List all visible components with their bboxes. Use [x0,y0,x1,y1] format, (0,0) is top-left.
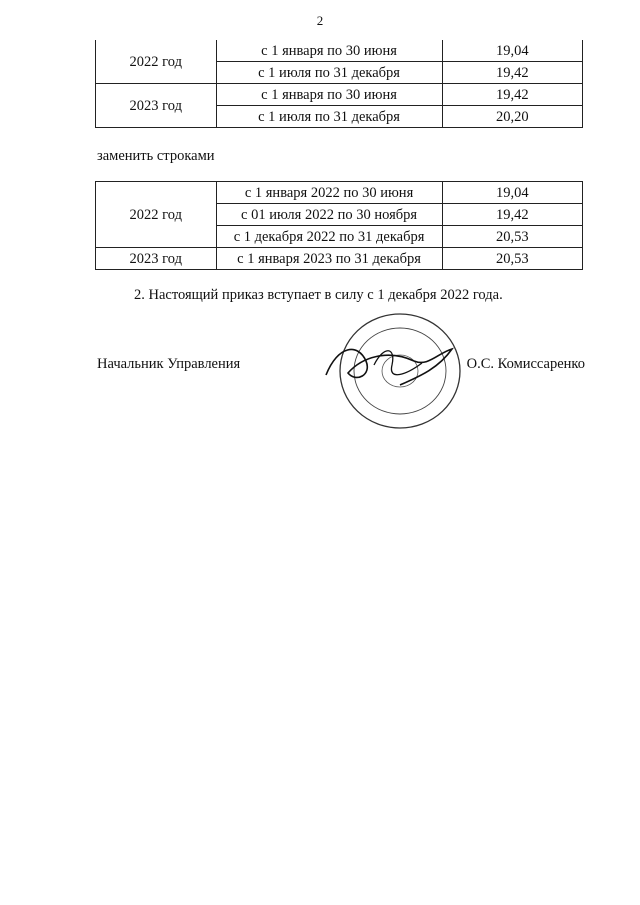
table-row [96,248,583,270]
period-cell: с 1 июля по 31 декабря [216,62,442,84]
period-cell: с 1 июля по 31 декабря [216,106,442,128]
value-cell: 19,04 [442,182,582,204]
year-cell: 2022 год [96,40,217,84]
period-cell: с 1 декабря 2022 по 31 декабря [216,226,442,248]
value-cell: 19,42 [442,62,582,84]
year-cell: 2022 год [96,182,217,248]
tariff-table-new [95,181,583,270]
table-row [96,182,583,204]
value-cell: 20,53 [442,226,582,248]
period-cell: с 1 января 2022 по 30 июня [216,182,442,204]
tariff-table-old [95,40,583,128]
table-row [96,84,583,106]
value-cell: 19,42 [442,204,582,226]
value-cell: 19,04 [442,40,582,62]
value-cell: 19,42 [442,84,582,106]
period-cell: с 01 июля 2022 по 30 ноября [216,204,442,226]
replace-instruction: заменить строками [97,148,215,164]
period-cell: с 1 января по 30 июня [216,40,442,62]
signer-name: О.С. Комиссаренко [466,356,585,372]
value-cell: 20,20 [442,106,582,128]
year-cell: 2023 год [96,84,217,128]
period-cell: с 1 января 2023 по 31 декабря [216,248,442,270]
year-cell: 2023 год [96,248,217,270]
official-stamp [318,305,478,435]
page-number: 2 [316,13,324,28]
signer-position: Начальник Управления [97,356,241,372]
table-row [96,40,583,62]
clause-2: 2. Настоящий приказ вступает в силу с 1 декабря 2022 года. [134,287,503,303]
value-cell: 20,53 [442,248,582,270]
period-cell: с 1 января по 30 июня [216,84,442,106]
